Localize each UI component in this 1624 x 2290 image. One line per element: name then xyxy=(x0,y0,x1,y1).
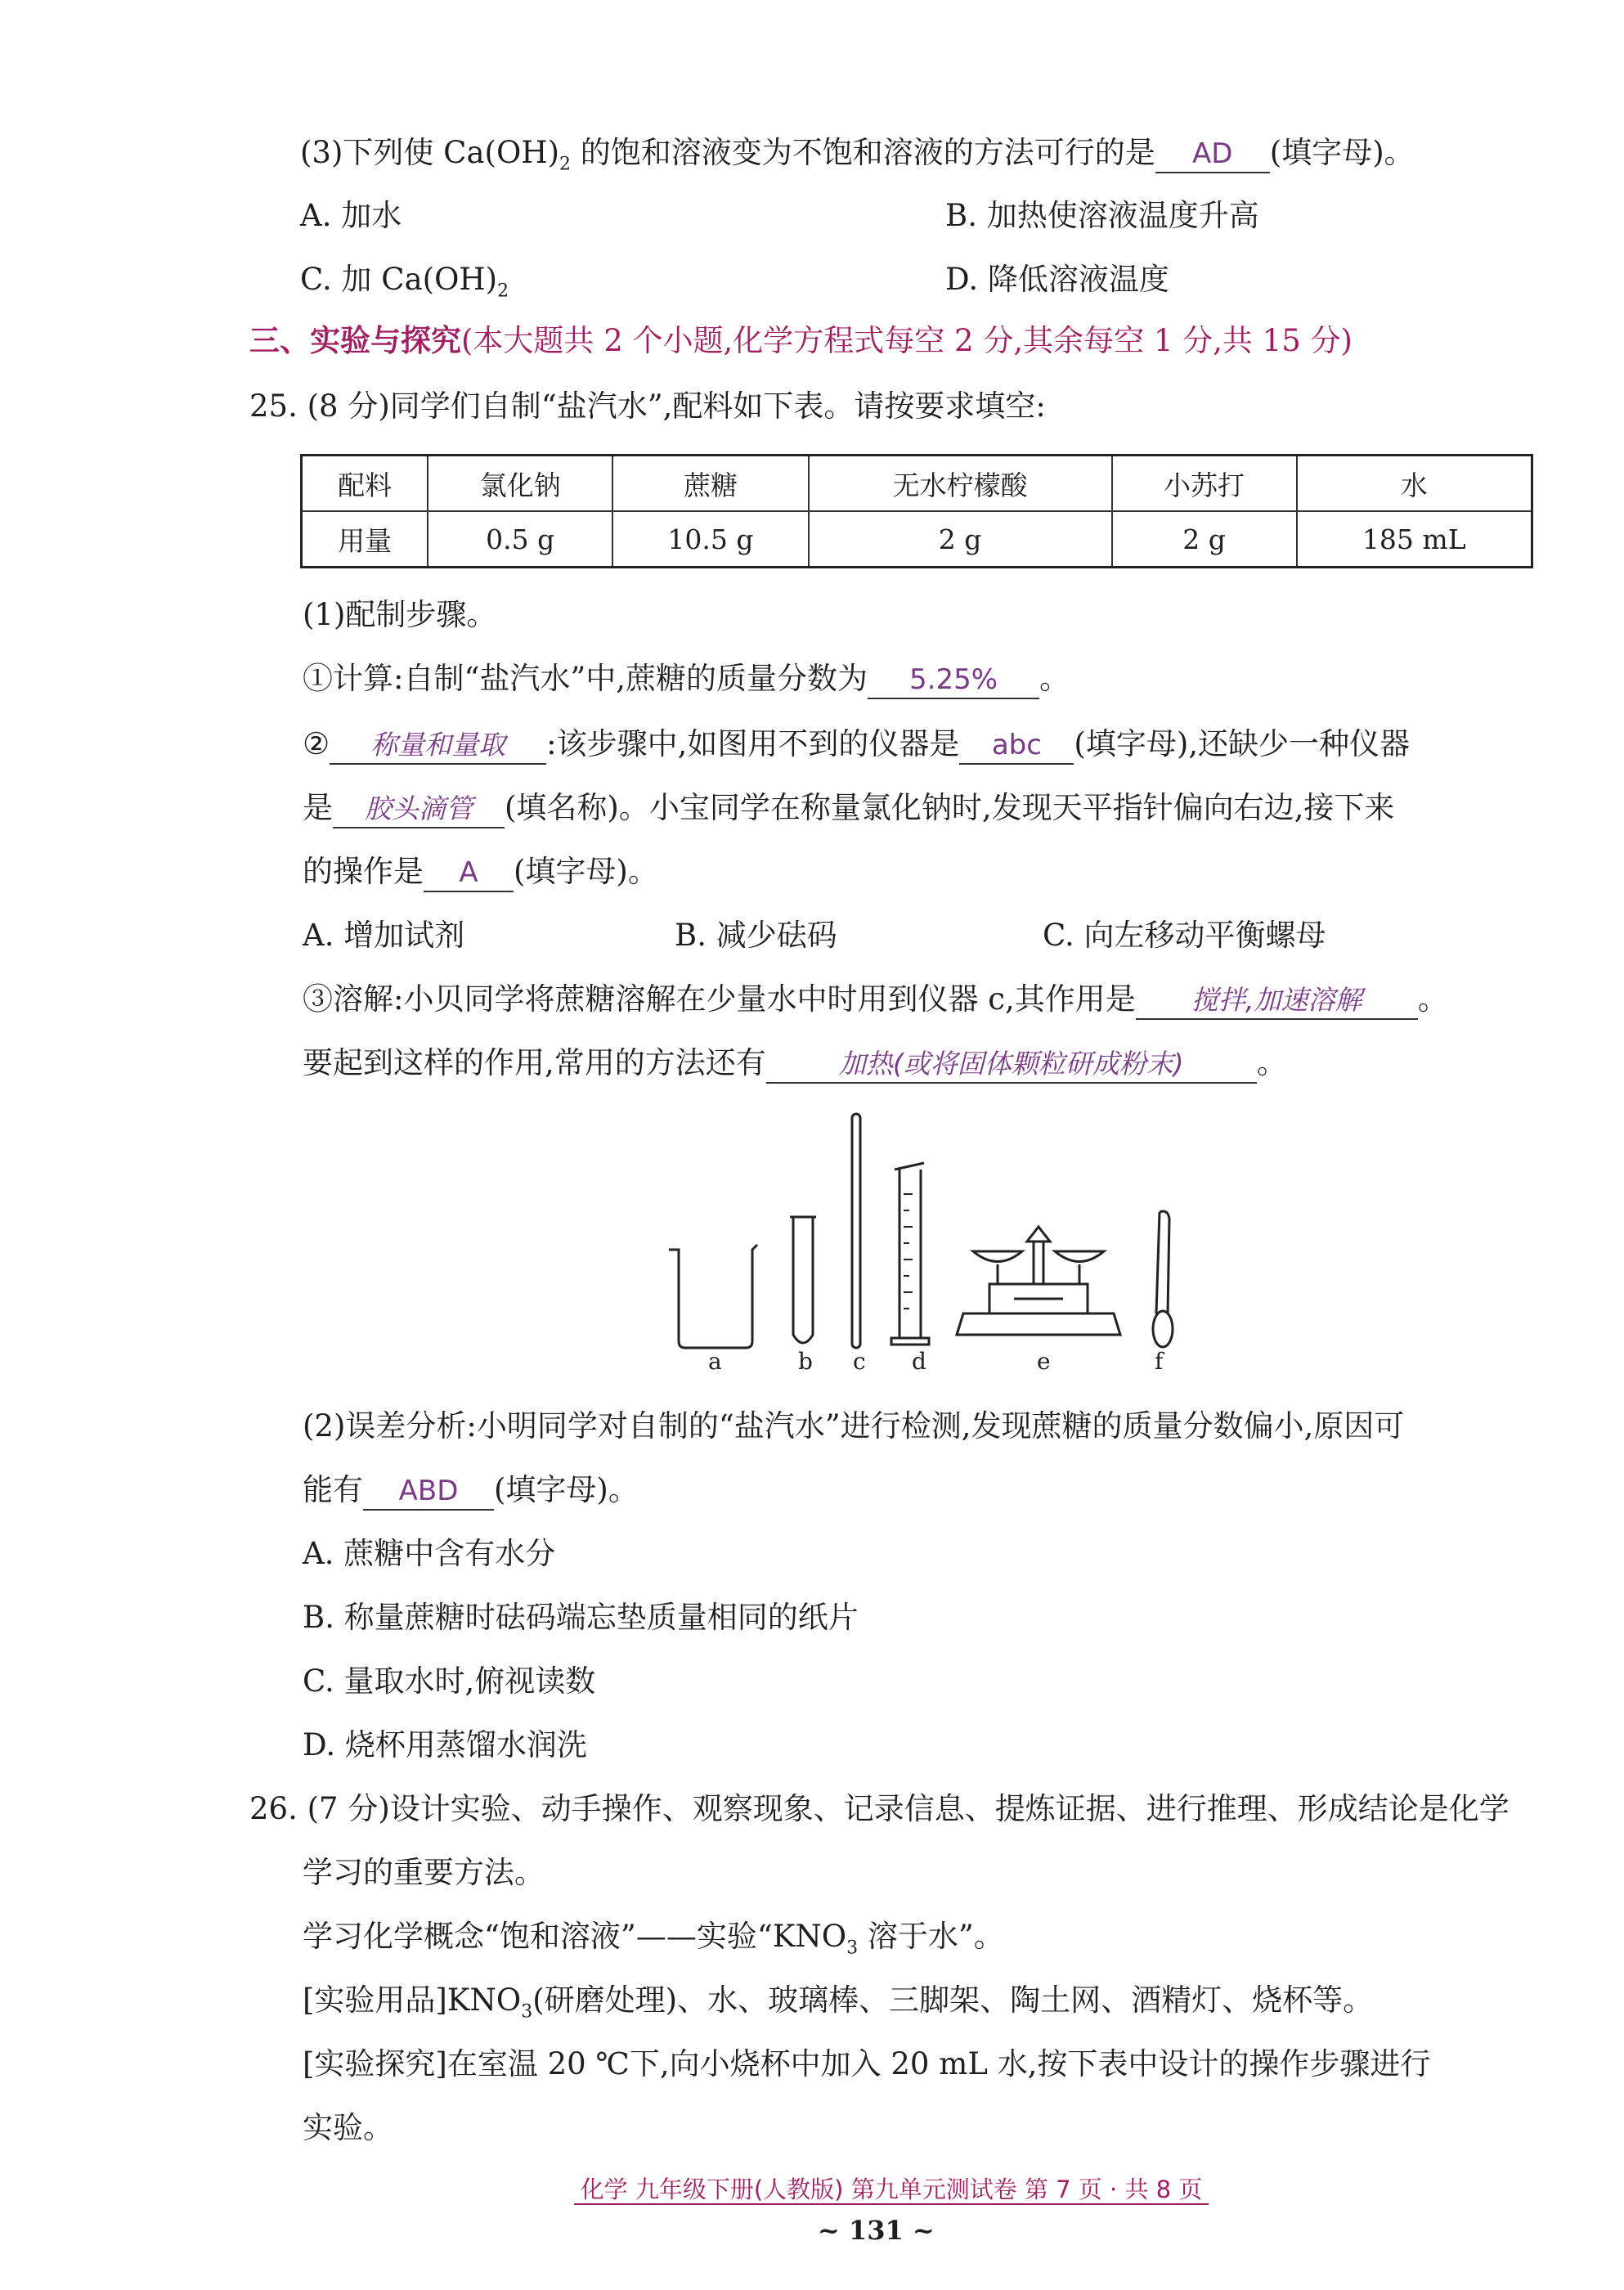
spatula-icon xyxy=(1153,1211,1173,1347)
step2-option-b: B. 减少砝码 xyxy=(675,918,837,953)
table-cell: 2 g xyxy=(809,511,1112,568)
table-cell: 2 g xyxy=(1112,511,1297,568)
step2-option-c: C. 向左移动平衡螺母 xyxy=(1043,918,1326,953)
answer-blank: ABD xyxy=(363,1472,494,1511)
page-number: ~ 131 ~ xyxy=(818,2215,935,2246)
q24-3-stem: (3)下列使 $Ca(OH)_2$ 的饱和溶液变为不饱和溶液的方法可行的是 AD (填字母)。 xyxy=(300,135,1415,175)
table-cell: 0.5 g xyxy=(428,511,612,568)
option-a: A. 加水 xyxy=(300,198,402,233)
test-tube-icon xyxy=(790,1217,816,1343)
page-footer: 化学 九年级下册(人教版) 第九单元测试卷 第 7 页 · 共 8 页 xyxy=(532,2171,1251,2205)
label-d: d xyxy=(912,1348,926,1375)
table-cell: 配料 xyxy=(302,456,428,512)
option-c: C. 加 $Ca(OH)_2$ xyxy=(300,262,509,302)
table-row xyxy=(302,511,1532,568)
label-c: c xyxy=(853,1348,866,1375)
option-b: B. 加热使溶液温度升高 xyxy=(945,198,1259,233)
table-cell: 无水柠檬酸 xyxy=(809,456,1112,512)
table-cell: 10.5 g xyxy=(612,511,808,568)
part2-option-b: B. 称量蔗糖时砝码端忘垫质量相同的纸片 xyxy=(303,1600,859,1635)
step2b: 是 胶头滴管 (填名称)。小宝同学在称量氯化钠时,发现天平指针偏向右边,接下来 xyxy=(303,788,1394,828)
label-f: f xyxy=(1155,1348,1164,1375)
step3: ③溶解:小贝同学将蔗糖溶解在少量水中时用到仪器 c,其作用是 搅拌,加速溶解 。 xyxy=(303,980,1448,1020)
answer-blank: AD xyxy=(1155,135,1270,173)
step2: ② 称量和量取 :该步骤中,如图用不到的仪器是 abc (填字母),还缺少一种仪器 xyxy=(303,725,1410,765)
table-cell: 185 mL xyxy=(1297,511,1532,568)
section-header: 三、实验与探究(本大题共 2 个小题,化学方程式每空 2 分,其余每空 1 分,共 15 分) xyxy=(249,323,1353,358)
answer-blank: A xyxy=(424,854,514,892)
label-b: b xyxy=(798,1348,813,1375)
table-cell: 蔗糖 xyxy=(612,456,808,512)
answer-blank: 搅拌,加速溶解 xyxy=(1136,981,1418,1020)
part2-option-a: A. 蔗糖中含有水分 xyxy=(303,1536,556,1571)
label-a: a xyxy=(708,1348,722,1375)
step3b: 要起到这样的作用,常用的方法还有 加热(或将固体颗粒研成粉末) 。 xyxy=(303,1044,1287,1084)
part2b: 能有 ABD (填字母)。 xyxy=(303,1471,639,1511)
graduated-cylinder-icon xyxy=(891,1163,929,1345)
q26-line3: 学习化学概念“饱和溶液”——实验“$KNO_3$ 溶于水”。 xyxy=(303,1919,1004,1959)
answer-blank: abc xyxy=(959,726,1074,765)
part1-title: (1)配制步骤。 xyxy=(303,597,497,632)
q26-line5: [实验探究]在室温 20 ℃下,向小烧杯中加入 20 mL 水,按下表中设计的操作步骤进行 xyxy=(303,2046,1431,2081)
lab-instruments-figure xyxy=(654,1104,1194,1349)
part2: (2)误差分析:小明同学对自制的“盐汽水”进行检测,发现蔗糖的质量分数偏小,原因可 xyxy=(303,1408,1405,1444)
table-cell: 氯化钠 xyxy=(428,456,612,512)
balance-scale-icon xyxy=(957,1227,1120,1335)
q26-line4: [实验用品]$KNO_3$(研磨处理)、水、玻璃棒、三脚架、陶土网、酒精灯、烧杯等。 xyxy=(303,1982,1374,2023)
q25-stem: 25. (8 分)同学们自制“盐汽水”,配料如下表。请按要求填空: xyxy=(249,388,1046,424)
step2c: 的操作是 A (填字母)。 xyxy=(303,852,658,892)
table-cell: 小苏打 xyxy=(1112,456,1297,512)
part2-option-d: D. 烧杯用蒸馏水润洗 xyxy=(303,1727,587,1762)
beaker-icon xyxy=(669,1245,757,1348)
step2-option-a: A. 增加试剂 xyxy=(303,918,465,953)
ingredients-table xyxy=(300,454,1533,568)
answer-blank: 胶头滴管 xyxy=(333,790,505,828)
option-d: D. 降低溶液温度 xyxy=(945,262,1169,297)
q26-line1: 26. (7 分)设计实验、动手操作、观察现象、记录信息、提炼证据、进行推理、形成结论是化学 xyxy=(249,1791,1510,1826)
step1: ①计算:自制“盐汽水”中,蔗糖的质量分数为 5.25% 。 xyxy=(303,659,1070,699)
answer-blank: 5.25% xyxy=(868,661,1039,699)
part2-option-c: C. 量取水时,俯视读数 xyxy=(303,1664,596,1699)
q26-line6: 实验。 xyxy=(303,2110,393,2145)
table-cell: 水 xyxy=(1297,456,1532,512)
q26-line2: 学习的重要方法。 xyxy=(303,1855,545,1890)
answer-blank: 称量和量取 xyxy=(330,726,546,765)
table-row xyxy=(302,456,1532,512)
answer-blank: 加热(或将固体颗粒研成粉末) xyxy=(766,1045,1257,1084)
table-cell: 用量 xyxy=(302,511,428,568)
label-e: e xyxy=(1037,1348,1051,1375)
glass-rod-icon xyxy=(852,1114,860,1348)
